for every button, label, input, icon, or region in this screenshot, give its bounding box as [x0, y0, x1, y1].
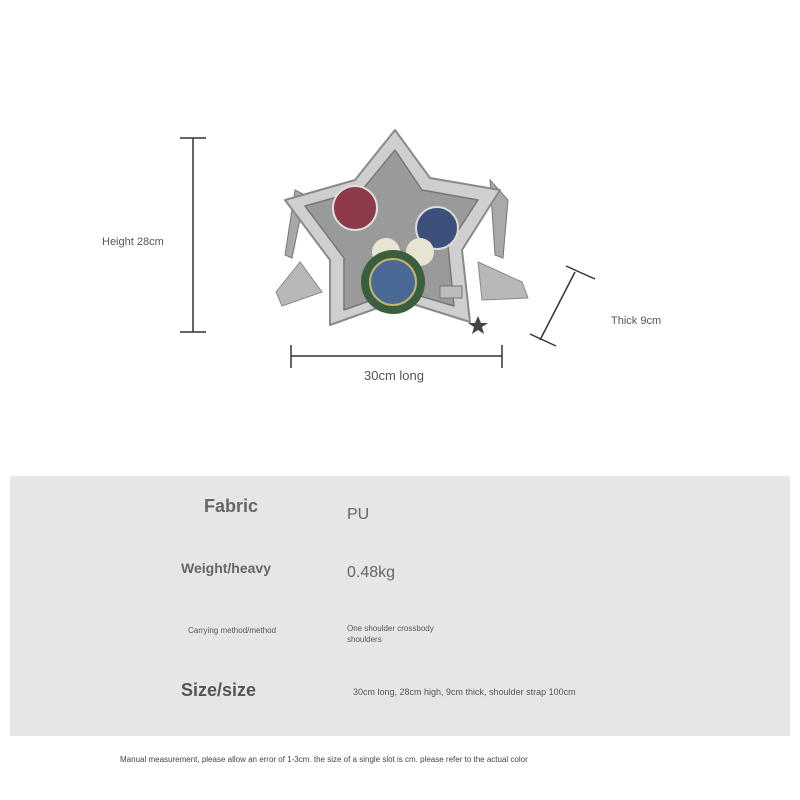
length-label: 30cm long: [364, 368, 424, 383]
fabric-label: Fabric: [204, 496, 259, 516]
fabric-value: PU: [347, 506, 370, 523]
length-dimension-line: [291, 345, 502, 368]
weight-value: 0.48kg: [347, 564, 396, 581]
size-label: Size/size: [181, 680, 257, 700]
thickness-dimension-line: [530, 266, 595, 346]
thickness-label: Thick 9cm: [611, 315, 662, 327]
size-value: 30cm long, 28cm high, 9cm thick, shoulder strap 100cm: [353, 687, 576, 697]
measurement-footnote: Manual measurement, please allow an error of 1-3cm. the size of a single slot is cm. please refer to the actual color: [120, 755, 528, 764]
carrying-method-value: One shoulder crossbody shoulders: [347, 624, 434, 644]
star-shaped-bag-icon: [276, 130, 528, 334]
weight-label: Weight/heavy: [181, 560, 271, 576]
height-label: Height 28cm: [102, 236, 164, 248]
height-dimension-line: [180, 138, 206, 332]
carrying-method-label: Carrying method/method: [188, 626, 277, 635]
specification-panel: [10, 476, 790, 736]
